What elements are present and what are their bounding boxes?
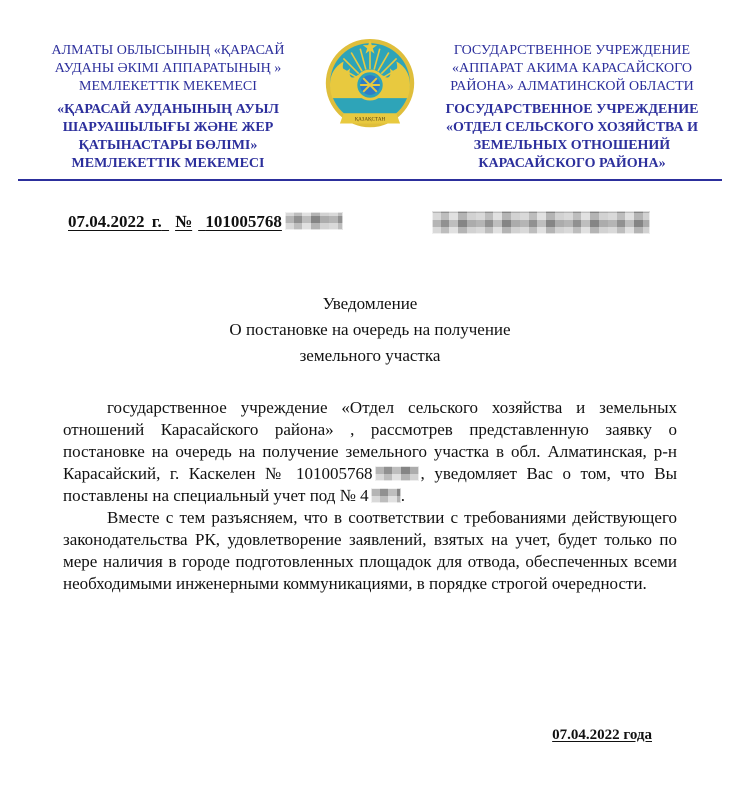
org-left-block1-line3: МЕМЛЕКЕТТІК МЕКЕМЕСІ	[79, 79, 257, 94]
paragraph-1-text-mid: , уведомляет Вас о том, что Вы поставлены на специальный учет под № 4	[63, 464, 677, 505]
redaction-queue-number	[371, 488, 401, 503]
org-right-name-parent	[436, 42, 708, 96]
notice-body	[63, 397, 677, 595]
org-left-kazakh	[32, 36, 304, 173]
org-left-block1-line2: АУДАНЫ ӘКІМІ АППАРАТЫНЫҢ »	[54, 61, 282, 76]
redaction-ref-number-suffix	[285, 212, 343, 230]
notice-title-line2: О постановке на очередь на получение	[229, 320, 511, 339]
org-right-block1-line1: ГОСУДАРСТВЕННОЕ УЧРЕЖДЕНИЕ	[453, 43, 691, 58]
ref-number-value: 101005768	[205, 212, 282, 231]
redaction-addressee	[432, 211, 650, 234]
org-right-block1-line2: «АППАРАТ АКИМА КАРАСАЙСКОГО	[452, 61, 692, 76]
org-left-block2-line2: ШАРУАШЫЛЫҒЫ ЖӘНЕ ЖЕР	[62, 120, 274, 135]
org-left-block2-line3: ҚАТЫНАСТАРЫ БӨЛІМІ»	[78, 138, 258, 153]
notice-title-line3: земельного участка	[299, 346, 441, 365]
redaction-case-number-suffix	[375, 466, 419, 481]
org-left-name-parent	[32, 42, 304, 96]
org-right-russian	[436, 36, 708, 173]
paragraph-2: Вместе с тем разъясняем, что в соответствии с требованиями действующего законодательства РК, удовлетворение заявлений, взятых на учет, будет только по мере наличия в городе подготовленных площадок для отвода, обеспеченных всеми необходимыми инженерными коммуникациями, в порядке строгой очередности.	[63, 508, 677, 593]
paragraph-1	[63, 397, 677, 507]
emblem-banner-text: ҚАЗАҚСТАН	[354, 116, 386, 123]
org-left-block2-line1: «ҚАРАСАЙ АУДАНЫНЫҢ АУЫЛ	[57, 102, 279, 117]
paragraph-1-text-before: государственное учреждение «Отдел сельского хозяйства и земельных отношений Карасайского района» , рассмотрев представленную заявку о постановке на очередь на получение земельного участка в обл. Алматинская, р-н Карасайский, г. Каскелен № 101005768	[63, 398, 677, 483]
reference-line	[68, 212, 343, 232]
footer-date: 07.04.2022 года	[552, 727, 652, 743]
org-right-name-department	[436, 101, 708, 173]
org-right-block2-line1: ГОСУДАРСТВЕННОЕ УЧРЕЖДЕНИЕ	[445, 102, 699, 117]
org-right-block1-line3: РАЙОНА» АЛМАТИНСКОЙ ОБЛАСТИ	[450, 79, 694, 94]
org-left-name-department	[32, 101, 304, 173]
header-divider	[18, 179, 722, 181]
org-right-block2-line3: ЗЕМЕЛЬНЫХ ОТНОШЕНИЙ	[473, 138, 671, 153]
ref-number-sign: №	[175, 212, 193, 231]
notice-title	[0, 291, 740, 369]
ref-date: 07.04.2022 г.	[68, 212, 162, 231]
notice-title-line1: Уведомление	[322, 294, 418, 313]
org-left-block2-line4: МЕМЛЕКЕТТІК МЕКЕМЕСІ	[71, 156, 265, 171]
org-left-block1-line1: АЛМАТЫ ОБЛЫСЫНЫҢ «ҚАРАСАЙ	[51, 43, 285, 58]
paragraph-1-text-end: .	[400, 486, 405, 505]
kazakhstan-emblem-icon	[322, 36, 418, 134]
org-right-block2-line2: «ОТДЕЛ СЕЛЬСКОГО ХОЗЯЙСТВА И	[446, 120, 698, 135]
org-header	[32, 36, 708, 173]
org-right-block2-line4: КАРАСАЙСКОГО РАЙОНА»	[478, 156, 666, 171]
